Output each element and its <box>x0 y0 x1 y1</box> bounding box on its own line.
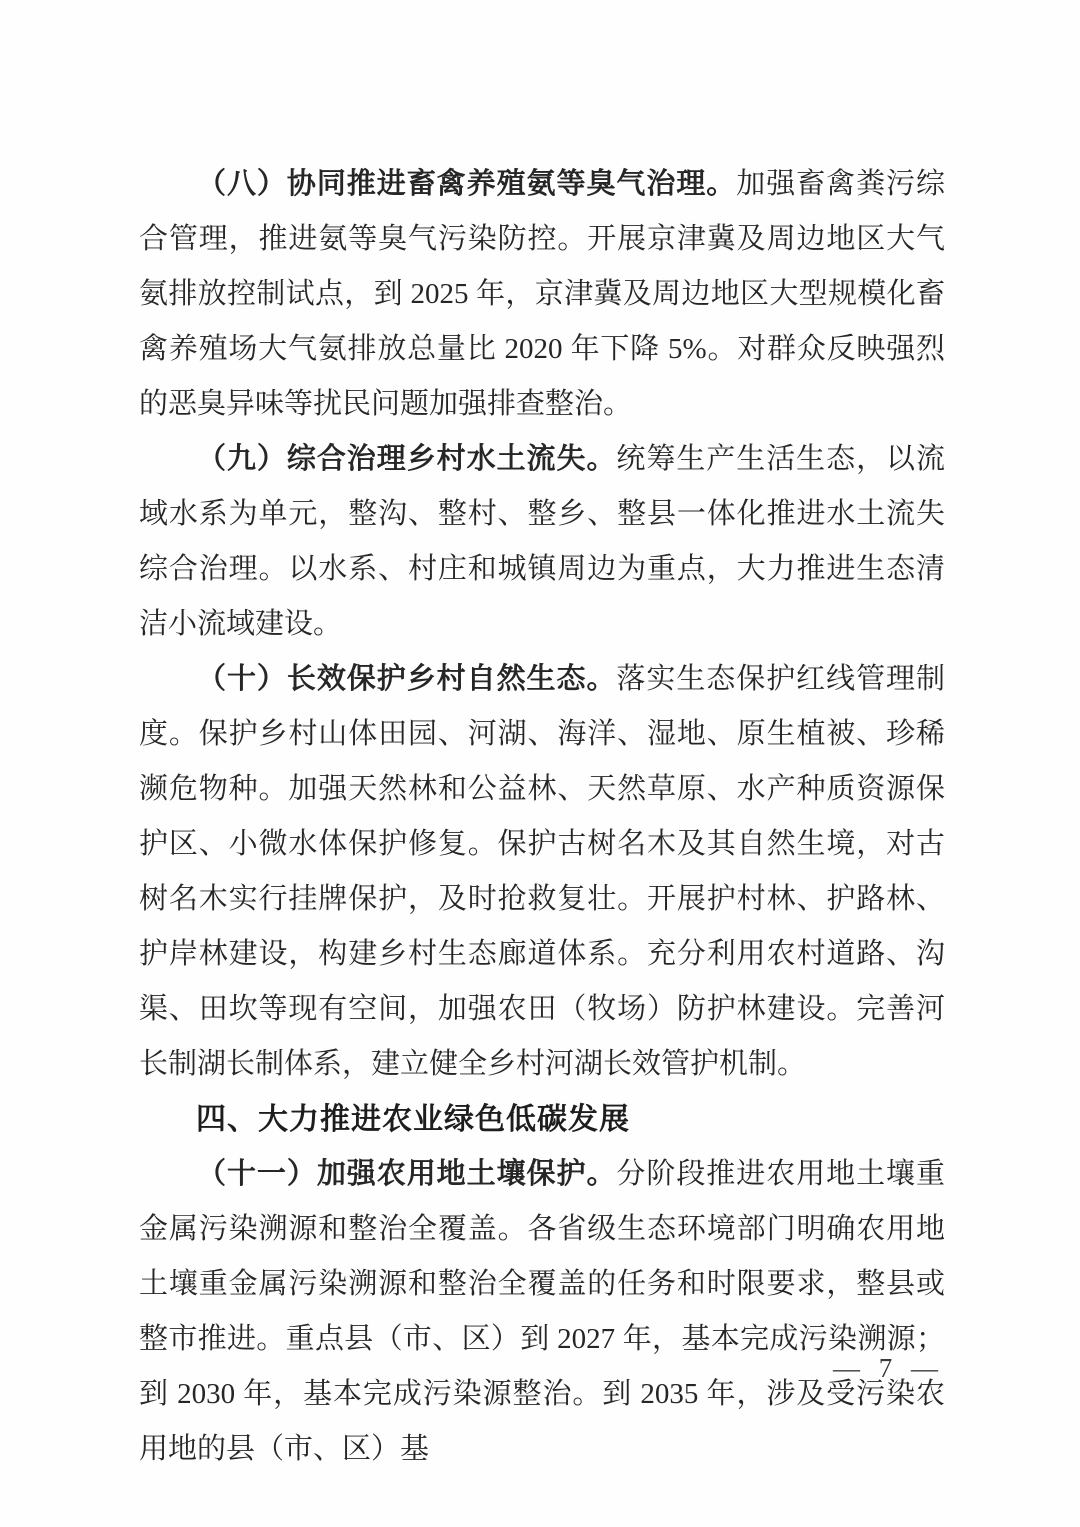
paragraph-11-lead: （十一）加强农用地土壤保护。 <box>197 1158 617 1190</box>
paragraph-8 <box>139 157 945 432</box>
paragraph-10-body: 落实生态保护红线管理制度。保护乡村山体田园、河湖、海洋、湿地、原生植被、珍稀濒危物种。加强天然林和公益林、天然草原、水产种质资源保护区、小微水体保护修复。保护古树名木及其自然生境，对古树名木实行挂牌保护，及时抢救复壮。开展护村林、护路林、护岸林建设，构建乡村生态廊道体系。充分利用农村道路、沟渠、田坎等现有空间，加强农田（牧场）防护林建设。完善河长制湖长制体系，建立健全乡村河湖长效管护机制。 <box>139 663 945 1080</box>
paragraph-8-body: 加强畜禽粪污综合管理，推进氨等臭气污染防控。开展京津冀及周边地区大气氨排放控制试点，到 2025 年，京津冀及周边地区大型规模化畜禽养殖场大气氨排放总量比 2020 年下降 5%。对群众反映强烈的恶臭异味等扰民问题加强排查整治。 <box>139 168 945 420</box>
paragraph-11-body: 分阶段推进农用地土壤重金属污染溯源和整治全覆盖。各省级生态环境部门明确农用地土壤重金属污染溯源和整治全覆盖的任务和时限要求，整县或整市推进。重点县（市、区）到 2027 年，基本完成污染溯源；到 2030 年，基本完成污染源整治。到 2035 年，涉及受污染农用地的县（市、区）基 <box>139 1158 945 1465</box>
paragraph-9 <box>139 432 945 652</box>
paragraph-10-lead: （十）长效保护乡村自然生态。 <box>197 663 617 695</box>
paragraph-8-lead: （八）协同推进畜禽养殖氨等臭气治理。 <box>197 168 737 200</box>
paragraph-9-lead: （九）综合治理乡村水土流失。 <box>197 443 617 475</box>
section-4-heading: 四、大力推进农业绿色低碳发展 <box>196 1103 630 1136</box>
paragraph-10 <box>139 652 945 1092</box>
paragraph-9-body: 统筹生产生活生态，以流域水系为单元，整沟、整村、整乡、整县一体化推进水土流失综合治理。以水系、村庄和城镇周边为重点，大力推进生态清洁小流域建设。 <box>139 443 945 640</box>
page-content <box>139 157 945 1477</box>
page-number: — 7 — <box>833 1353 944 1383</box>
paragraph-11 <box>139 1147 945 1477</box>
